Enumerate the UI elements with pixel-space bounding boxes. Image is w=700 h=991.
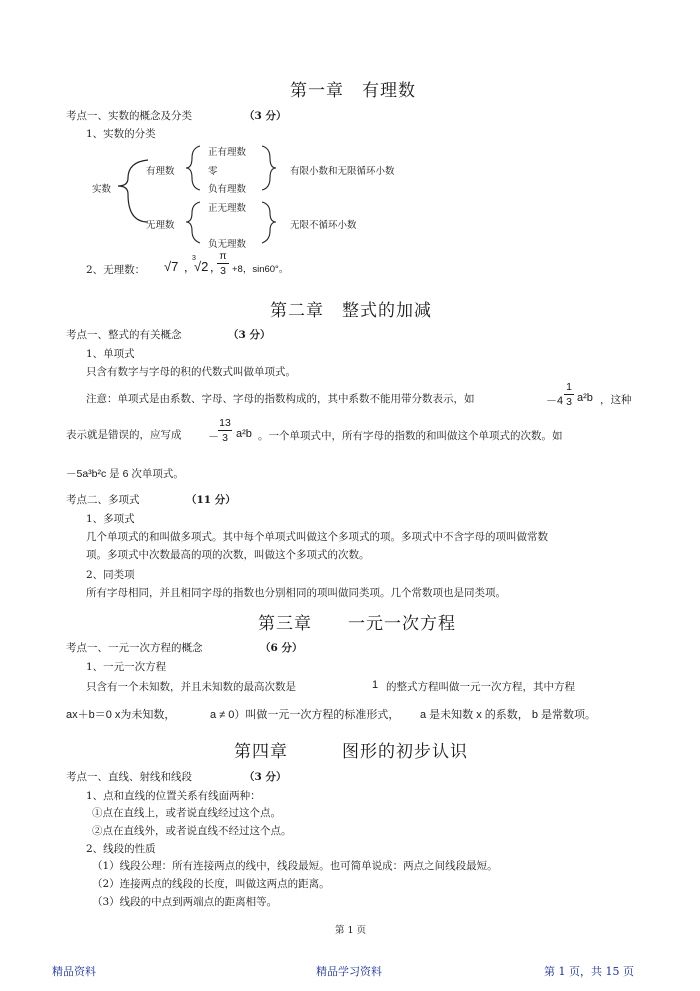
chapter-2-title: 第二章 整式的加减 [270,301,432,321]
ch3-kp1-score: （6 分） [260,642,303,654]
ch2-kp1-label: 考点一、整式的有关概念 [66,329,182,341]
note-line-b: 表示就是错误的，应写成 [66,429,182,441]
comma-1: ， [184,262,195,274]
pi-numerator: π [219,250,227,262]
polynomial-line-b: 项。多项式中次数最高的项的次数，叫做这个多项式的次数。 [86,549,370,561]
ch2-item2: 1、多项式 [86,513,135,525]
standard-form-coef: a 是未知数 x 的系数， b 是常数项。 [420,709,597,721]
ex1-denominator: 3 [566,396,572,408]
ex1-var: a²b [577,392,593,404]
equation-def-one: 1 [372,679,379,691]
standard-form-eq: ax＋b＝0 x为未知数， [66,709,176,721]
polynomial-line-a: 几个单项式的和叫做多项式。其中每个单项式叫做这个多项式的项。多项式中不含字母的项叫做常数 [86,531,548,543]
tree-neg-rational: 负有理数 [208,184,247,195]
tree-neg-irrational: 负无理数 [208,239,247,250]
tree-root: 实数 [92,184,112,195]
ch1-item2-label: 2、无理数： [86,264,146,276]
tree-pos-rational: 正有理数 [208,147,247,158]
ex2-minus: － [208,431,219,443]
property-3: （3）线段的中点到两端点的距离相等。 [92,896,278,908]
pi-over-3-fraction [217,250,229,277]
tree-zero: 零 [208,166,218,177]
position-2: ②点在直线外，或者说直线不经过这个点。 [92,825,292,837]
ch2-kp2-score: （11 分） [186,494,236,506]
monomial-definition: 只含有数字与字母的积的代数式叫做单项式。 [86,366,296,378]
ch2-kp2-label: 考点二、多项式 [66,494,140,506]
cbrt-index: 3 [192,255,196,262]
ch1-kp1-label: 考点一、实数的概念及分类 [66,110,192,122]
chapter-3-title: 第三章 一元一次方程 [258,614,456,634]
tree-rational: 有理数 [146,166,175,177]
ex2-fraction [218,417,232,444]
ch2-item1: 1、单项式 [86,348,135,360]
like-terms-definition: 所有字母相同，并且相同字母的指数也分别相同的项叫做同类项。几个常数项也是同类项。 [86,587,506,599]
chapter-4-title: 第四章 图形的初步认识 [234,742,468,762]
ex2-after: 。一个单项式中，所有字母的指数的和叫做这个单项式的次数。如 [258,430,563,442]
cbrt2: √2 [194,259,209,274]
footer-center: 精品学习资料 [316,965,382,978]
ch3-kp1-label: 考点一、一元一次方程的概念 [66,642,203,654]
property-1: （1）线段公理：所有连接两点的线中，线段最短。也可简单说成：两点之间线段最短。 [92,860,498,872]
ex2-numerator: 13 [219,417,231,429]
pi-denominator: 3 [220,265,226,277]
ch4-item2: 2、线段的性质 [86,843,156,855]
position-1: ①点在直线上，或者说直线经过这个点。 [92,807,281,819]
footer-left: 精品资料 [52,965,96,978]
ex2-denominator: 3 [222,432,228,444]
equation-def-a: 只含有一个未知数，并且未知数的最高次数是 [86,681,296,693]
page-number: 第 1 页 [335,925,367,936]
comma-2: ， [210,262,221,274]
standard-form-cond: a ≠ 0）叫做一元一次方程的标准形式， [210,709,400,721]
ch1-kp1-score: （3 分） [244,110,287,122]
ex3: －5a³b²c 是 6 次单项式。 [66,468,184,480]
ex1-after: ，这种 [600,394,632,406]
ch4-kp1-label: 考点一、直线、射线和线段 [66,771,192,783]
tree-pos-irrational: 正无理数 [208,203,247,214]
ex1-minus: －4 [546,395,564,407]
tree-rational-note: 有限小数和无限循环小数 [290,166,395,177]
chapter-1-title: 第一章 有理数 [290,81,416,101]
ex1-numerator: 1 [566,381,572,393]
ch4-item1: 1、点和直线的位置关系有线面两种： [86,790,261,802]
ch2-kp1-score: （3 分） [228,329,271,341]
irrational-rest: +8，sin60°。 [232,264,289,275]
ch1-item1: 1、实数的分类 [86,128,156,140]
tree-irrational-note: 无限不循环小数 [290,220,357,231]
tree-irrational: 无理数 [146,220,175,231]
footer-right: 第 1 页，共 15 页 [544,965,634,978]
sqrt7: √7 [164,259,179,274]
ch3-item1: 1、一元一次方程 [86,661,167,673]
ch2-item3: 2、同类项 [86,569,135,581]
ex2-var: a²b [236,428,252,440]
ch4-kp1-score: （3 分） [244,771,287,783]
note-line-a: 注意：单项式是由系数、字母、字母的指数构成的，其中系数不能用带分数表示，如 [86,393,475,405]
equation-def-b: 的整式方程叫做一元一次方程，其中方程 [386,681,575,693]
property-2: （2）连接两点的线段的长度，叫做这两点的距离。 [92,878,330,890]
ex1-fraction [564,381,574,408]
